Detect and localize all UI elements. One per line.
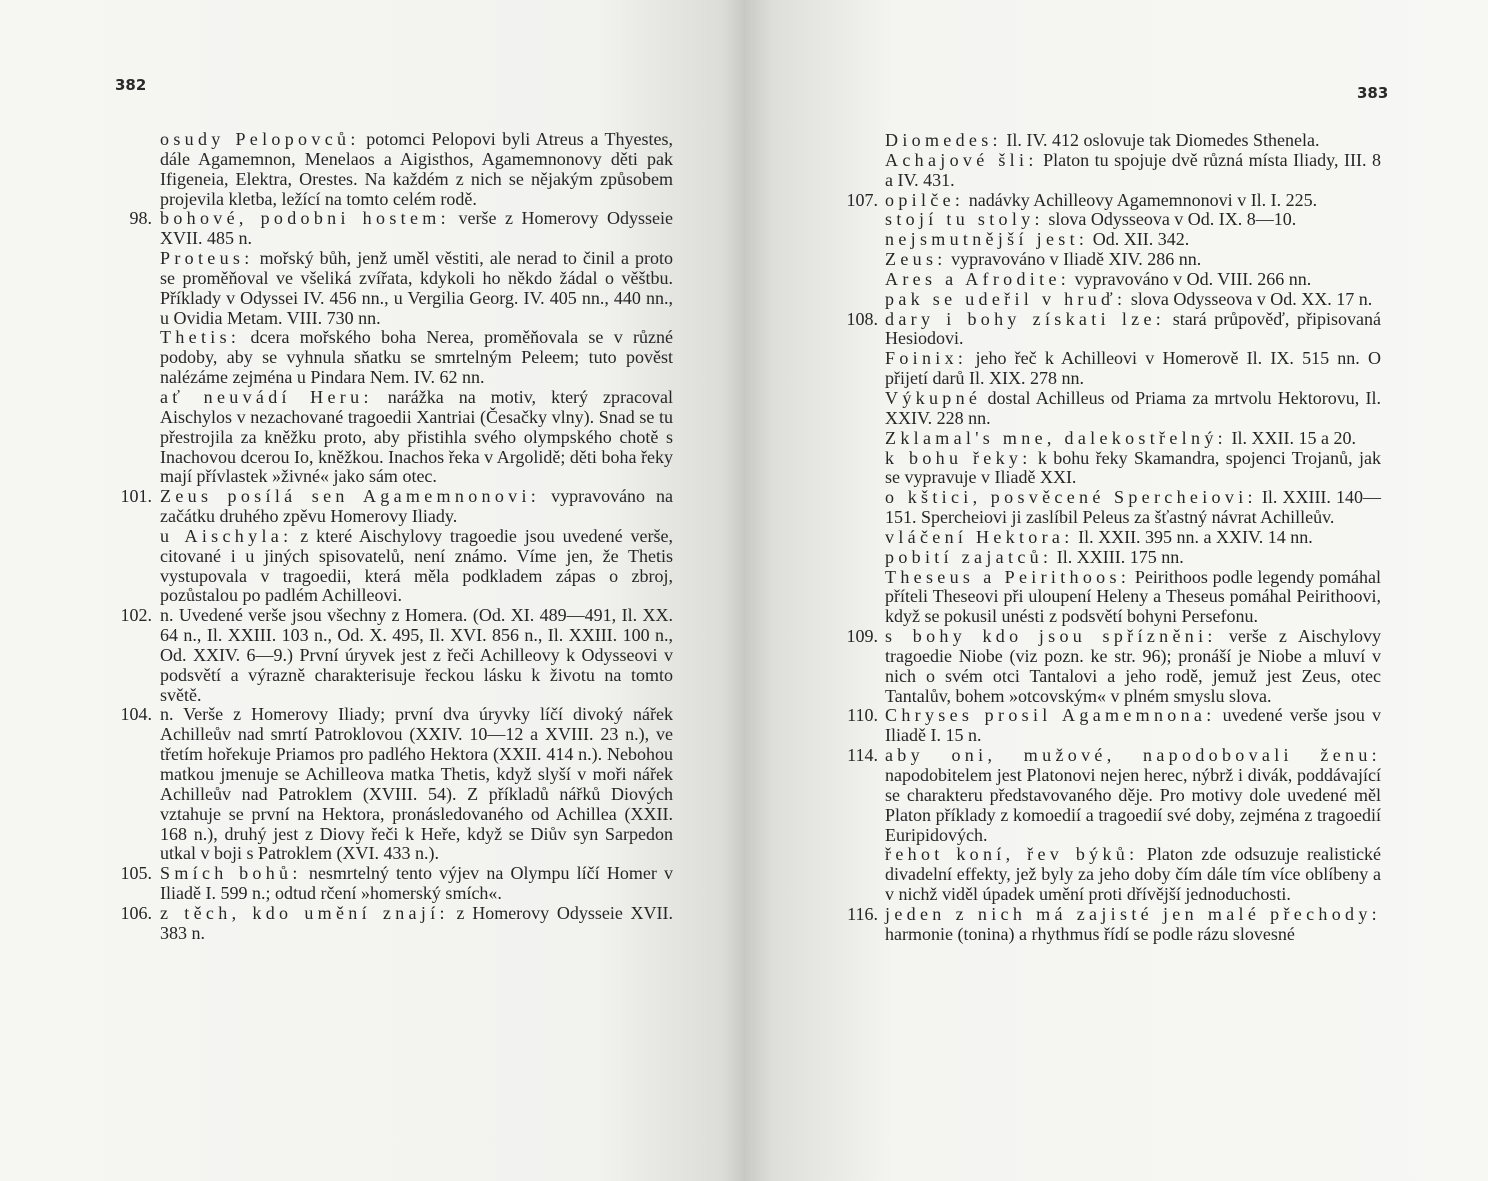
note-body: Il. XXIII. 140—151. Spercheiovi ji zaslíbil Peleus za šťastný návrat Achilleův. xyxy=(885,487,1381,528)
note-text xyxy=(885,230,1381,250)
note-body: Peirithoos podle legendy pomáhal příteli Theseovi při uloupení Heleny a Theseus pomáhal Peirithoovi, když se pokusil unésti z podsvětí bohyni Persefonu. xyxy=(885,566,1382,627)
note-entry xyxy=(744,627,1488,706)
note-body: verše z Homerovy Odysseie XVII. 485 n. xyxy=(160,208,673,249)
note-number: 106. xyxy=(120,902,152,923)
note-entry xyxy=(0,130,744,209)
note-text xyxy=(885,389,1381,429)
note-entry xyxy=(744,131,1488,151)
note-keyword: Zeus: xyxy=(885,249,947,270)
note-body: stará průpověď, připisovaná Hesiodovi. xyxy=(885,308,1381,349)
note-text xyxy=(160,606,673,705)
note-text xyxy=(885,191,1381,211)
note-text xyxy=(160,209,673,249)
note-text xyxy=(885,548,1381,568)
note-text xyxy=(160,328,673,388)
note-number: 102. xyxy=(120,605,152,626)
note-body: Il. XXII. 15 a 20. xyxy=(1226,427,1356,448)
note-entry xyxy=(0,864,744,904)
note-keyword: s bohy kdo jsou spřízněni: xyxy=(885,626,1217,647)
note-number: 105. xyxy=(120,863,152,884)
note-entry xyxy=(744,191,1488,211)
note-body: Platon tu spojuje dvě různá místa Iliady, III. 8 a IV. 431. xyxy=(885,149,1381,190)
note-keyword: Proteus: xyxy=(160,248,254,269)
note-entry xyxy=(744,905,1488,945)
note-keyword: pobití zajatců: xyxy=(885,546,1053,567)
note-entry xyxy=(0,388,744,487)
note-keyword: o kštici, posvěcené Spercheiovi: xyxy=(885,487,1257,508)
note-text xyxy=(160,527,673,606)
note-number: 114. xyxy=(847,745,878,766)
note-text xyxy=(885,528,1381,548)
note-keyword: Diomedes: xyxy=(885,130,1002,150)
note-number: 101. xyxy=(120,486,152,507)
note-entry xyxy=(744,548,1488,568)
note-entry xyxy=(744,449,1488,489)
note-entry xyxy=(744,270,1488,290)
note-text xyxy=(885,349,1381,389)
note-keyword: z těch, kdo umění znají: xyxy=(160,902,449,923)
note-body: slova Odysseova v Od. XX. 17 n. xyxy=(1126,288,1373,309)
note-body: Il. IV. 412 oslovuje tak Diomedes Sthenela. xyxy=(1001,130,1320,150)
note-text xyxy=(885,151,1381,191)
note-number: 109. xyxy=(846,626,878,647)
note-entry xyxy=(744,151,1488,191)
note-keyword: u Aischyla: xyxy=(160,525,293,546)
note-text xyxy=(885,310,1381,350)
note-body: Il. XXIII. 175 nn. xyxy=(1052,546,1184,567)
note-body: Platon zde odsuzuje realistické divadelní effekty, jež byly za jeho doby čím dále tím více oblíbeny a v nichž viděl úpadek umění proti dřívější jednoduchosti. xyxy=(885,844,1381,905)
note-entry xyxy=(0,606,744,705)
note-body: nesmrtelný tento výjev na Olympu líčí Homer v Iliadě I. 599 n.; odtud rčení »homerský smích«. xyxy=(160,863,673,904)
note-entry xyxy=(744,488,1488,528)
note-body: vypravováno v Iliadě XIV. 286 nn. xyxy=(946,249,1202,270)
note-body: z Homerovy Odysseie XVII. 383 n. xyxy=(160,902,674,943)
notes-column xyxy=(744,131,1488,945)
note-number: 98. xyxy=(129,208,152,229)
note-entry xyxy=(744,230,1488,250)
note-text xyxy=(160,864,673,904)
note-text xyxy=(160,487,673,527)
note-entry xyxy=(744,706,1488,746)
note-entry xyxy=(0,487,744,527)
page-number: 382 xyxy=(115,76,147,94)
note-keyword: Chryses prosil Agamemnona: xyxy=(885,705,1216,726)
note-text xyxy=(160,130,673,209)
note-body: napodobitelem jest Platonovi nejen herec, nýbrž i divák, poddávající se charakteru představovaného děje. Pro motivy dole uvedené měl Platon příklady z komoedií a tragoedií své doby, zejména z tragoedií Euripidových. xyxy=(885,765,1381,845)
note-text xyxy=(885,250,1381,270)
note-text xyxy=(160,249,673,328)
note-keyword: osudy Pelopovců: xyxy=(160,129,360,149)
note-body: nadávky Achilleovy Agamemnonovi v Il. I. 225. xyxy=(964,189,1318,210)
note-entry xyxy=(744,349,1488,389)
note-keyword: k bohu řeky: xyxy=(885,447,1032,468)
note-entry xyxy=(744,429,1488,449)
note-entry xyxy=(744,389,1488,429)
note-number: 110. xyxy=(847,705,878,726)
note-text xyxy=(885,627,1381,706)
note-body: n. Verše z Homerovy Iliady; první dva úryvky líčí divoký nářek Achilleův nad smrtí Patroklovou (XXIV. 10—12 a XVIII. 23 n.), ve třetím hořekuje Priamos pro padlého Hektora (XXII. 414 n.). Nebohou matkou jmenuje se Achilleova matka Thetis, když slyší v moři nářek Achilleův nad Patroklem (XVIII. 54). Z příkladů nářků Diových vztahuje se první na Hektora, pronásledovaného od Achillea (XXII. 168 n.), druhý jest z Diovy řeči k Heře, když se Diův syn Sarpedon utkal v boji s Patroklem (XVI. 433 n.). xyxy=(160,704,673,864)
note-text xyxy=(885,568,1381,628)
notes-column xyxy=(0,130,744,944)
note-keyword: aby oni, mužové, napodobovali ženu: xyxy=(885,745,1381,766)
note-body: verše z Aischylovy tragoedie Niobe (viz pozn. ke str. 96); pronáší je Niobe a mluví v nich o svém otci Tantalovi a jeho rodě, jemuž jest Zeus, otec Tantalův, bohem »otcovským« v plném smyslu slova. xyxy=(885,626,1382,706)
note-body: slova Odysseova v Od. IX. 8—10. xyxy=(1043,209,1297,230)
note-entry xyxy=(0,527,744,606)
note-body: uvedené verše jsou v Iliadě I. 15 n. xyxy=(885,705,1381,746)
note-keyword: ať neuvádí Heru: xyxy=(160,386,373,407)
note-keyword: jeden z nich má zajisté jen malé přechody: xyxy=(885,903,1381,924)
note-keyword: Thetis: xyxy=(160,327,241,348)
note-body: Il. XXII. 395 nn. a XXIV. 14 nn. xyxy=(1073,526,1313,547)
note-keyword: Zeus posílá sen Agamemnonovi: xyxy=(160,486,541,507)
note-entry xyxy=(744,568,1488,628)
note-body: harmonie (tonina) a rhythmus řídí se podle rázu slovesné xyxy=(885,923,1295,944)
note-entry xyxy=(0,209,744,249)
note-keyword: opilče: xyxy=(885,189,965,210)
note-entry xyxy=(744,210,1488,230)
note-entry xyxy=(0,249,744,328)
note-body: dcera mořského boha Nerea, proměňovala se v různé podoby, aby se vyhnula sňatku se smrtelným Peleem; tuto pověst nalézáme zejména u Pindara Nem. IV. 62 nn. xyxy=(160,327,673,388)
note-body: jeho řeč k Achilleovi v Homerově Il. IX. 515 nn. O přijetí darů Il. XIX. 278 nn. xyxy=(885,348,1381,389)
note-entry xyxy=(0,904,744,944)
note-keyword: Výkupné xyxy=(885,387,982,408)
note-text xyxy=(885,210,1381,230)
note-text xyxy=(885,290,1381,310)
note-keyword: Smích bohů: xyxy=(160,863,302,884)
note-entry xyxy=(744,290,1488,310)
note-body: mořský bůh, jenž uměl věstiti, ale nerad to činil a proto se proměňoval ve všeliká zvířata, kdykoli ho někdo žádal o věštbu. Příklady v Odyssei IV. 456 nn., u Vergilia Georg. IV. 405 nn., 440 nn., u Ovidia Metam. VIII. 730 nn. xyxy=(160,248,673,328)
right-page xyxy=(744,0,1488,1181)
note-text xyxy=(885,429,1381,449)
note-text xyxy=(885,488,1381,528)
note-entry xyxy=(744,250,1488,270)
note-entry xyxy=(744,845,1488,905)
note-text xyxy=(885,270,1381,290)
note-keyword: dary i bohy získati lze: xyxy=(885,308,1166,329)
note-keyword: Achajové šli: xyxy=(885,149,1038,170)
note-body: dostal Achilleus od Priama za mrtvolu Hektorovu, Il. XXIV. 228 nn. xyxy=(885,387,1381,428)
note-body: potomci Pelopovi byli Atreus a Thyestes, dále Agamemnon, Menelaos a Aigisthos, Agamemnonovy děti pak Ifigeneia, Elektra, Orestes. Na každém z nich se nějakým způsobem projevila kletba, ležící na tomto celém rodě. xyxy=(160,129,673,209)
note-keyword: Zklamal's mne, dalekostřelný: xyxy=(885,427,1227,448)
note-text xyxy=(885,905,1381,945)
note-keyword: stojí tu stoly: xyxy=(885,209,1044,230)
note-keyword: Foinix: xyxy=(885,348,968,369)
note-body: n. Uvedené verše jsou všechny z Homera. (Od. XI. 489—491, Il. XX. 64 n., Il. XXIII. 103 n., Od. X. 495, Il. XVI. 856 n., Il. XXIII. 100 n., Od. XXIV. 6—9.) První úryvek jest z řeči Achilleovy k Odysseovi v podsvětí a výrazně charakterisuje řeckou lásku k životu na tomto světě. xyxy=(160,605,673,705)
note-entry xyxy=(744,310,1488,350)
note-text xyxy=(885,449,1381,489)
note-text xyxy=(160,904,673,944)
note-number: 107. xyxy=(846,189,878,210)
note-entry xyxy=(744,528,1488,548)
note-text xyxy=(885,746,1381,845)
note-text xyxy=(885,706,1381,746)
note-number: 108. xyxy=(846,308,878,329)
note-body: k bohu řeky Skamandra, spojenci Trojanů, jak se vypravuje v Iliadě XXI. xyxy=(885,447,1381,488)
note-text xyxy=(160,705,673,864)
note-keyword: nejsmutnější jest: xyxy=(885,229,1089,250)
note-body: z které Aischylovy tragoedie jsou uvedené verše, citované i u jiných spisovatelů, není známo. Víme jen, že Thetis vystupovala v tragoedii, která měla podkladem zápas o zbroj, pozůstalou po padlém Achilleovi. xyxy=(160,525,673,606)
note-number: 104. xyxy=(120,704,152,725)
note-entry xyxy=(0,328,744,388)
note-keyword: bohové, podobni hostem: xyxy=(160,208,450,229)
note-keyword: Ares a Afrodite: xyxy=(885,268,1071,289)
note-body: Od. XII. 342. xyxy=(1088,229,1190,250)
page-number: 383 xyxy=(1357,84,1389,102)
note-keyword: Theseus a Peirithoos: xyxy=(885,566,1131,587)
note-number: 116. xyxy=(847,903,878,924)
note-entry xyxy=(0,705,744,864)
note-keyword: vláčení Hektora: xyxy=(885,526,1074,547)
note-text xyxy=(160,388,673,487)
note-text xyxy=(885,131,1381,151)
note-keyword: pak se udeřil v hruď: xyxy=(885,288,1127,309)
note-body: vypravováno na začátku druhého zpěvu Homerovy Iliady. xyxy=(160,486,673,527)
note-entry xyxy=(744,746,1488,845)
note-body: narážka na motiv, který zpracoval Aischylos v nezachované tragoedii Xantriai (Česačky vlny). Snad se tu přestrojila za kněžku proto, aby přistihla svého olympského chotě s Inachovou dcerou Io, kněžkou. Inachos řeka v Argolidě; děti boha řeky mají přívlastek »živné« jako sám otec. xyxy=(160,386,674,487)
note-text xyxy=(885,845,1381,905)
note-body: vypravováno v Od. VIII. 266 nn. xyxy=(1070,268,1312,289)
note-keyword: řehot koní, řev býků: xyxy=(885,844,1139,865)
